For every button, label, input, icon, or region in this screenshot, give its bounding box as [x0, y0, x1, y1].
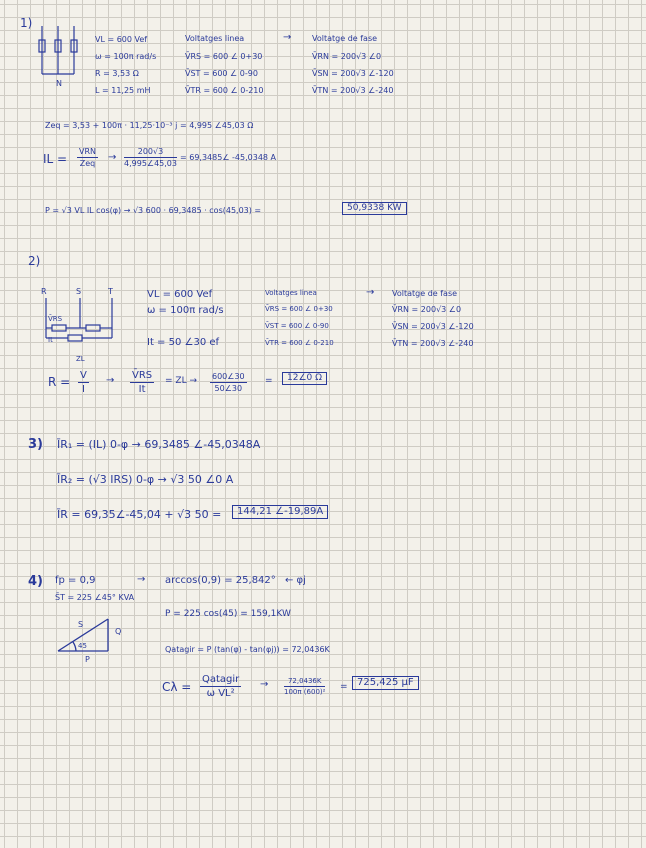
phij-label: ← φj — [285, 575, 306, 586]
line-voltage-tr-2: V̄TR = 600 ∠ 0-210 — [265, 339, 334, 347]
phase-voltages-title: Voltatge de fase — [312, 34, 378, 43]
neutral-label: N — [56, 79, 62, 88]
il-fraction-2-den: 4,995∠45,03 — [124, 159, 177, 168]
zl-label: ZL — [76, 355, 85, 363]
c-fraction-2-den: 100π (600)² — [284, 688, 326, 696]
r-fraction-2-num: V̄RS — [132, 370, 153, 381]
fp-value: fp = 0,9 — [55, 575, 96, 586]
c-result-box: 725,425 μF — [352, 676, 419, 690]
r-fraction-2-den: It — [138, 384, 146, 395]
c-fraction-2 — [284, 678, 325, 696]
il-fraction-2 — [124, 148, 177, 168]
r-fraction-3-den: 50∠30 — [214, 384, 243, 393]
line-voltage-rs: V̄RS = 600 ∠ 0+30 — [185, 52, 263, 61]
r-fraction-2 — [130, 371, 154, 395]
param-r: R = 3,53 Ω — [95, 69, 139, 78]
ir-result-box: 144,21 ∠-19,89A — [232, 505, 328, 519]
param-vl: VL = 600 Vef — [95, 35, 148, 44]
phase-voltage-rn: V̄RN = 200√3 ∠0 — [312, 52, 382, 61]
param-omega-2: ω = 100π rad/s — [147, 305, 224, 316]
c-fraction-1-num: Qatagir — [202, 674, 240, 685]
line-voltages-title: Voltatges linea — [185, 34, 245, 43]
power-result-box: 50,9338 KW — [342, 202, 407, 215]
triangle-q-label: Q — [115, 627, 122, 636]
il-result: = 69,3485∠ -45,0348 A — [180, 153, 277, 162]
section-4-number: 4) — [28, 574, 43, 589]
node-s-label: S — [76, 287, 82, 296]
il-fraction-2-num: 200√3 — [124, 148, 177, 158]
phase-voltage-sn-2: V̄SN = 200√3 ∠-120 — [392, 322, 474, 331]
param-vl-2: VL = 600 Vef — [147, 289, 213, 300]
phase-voltages-title-2: Voltatge de fase — [392, 289, 458, 298]
c-fraction-1-den: ω VL² — [206, 688, 235, 699]
c-arrow-icon: → — [260, 679, 269, 690]
param-l: L = 11,25 mH — [95, 86, 151, 95]
r-fraction-1-num: V — [80, 370, 87, 381]
arrow-icon-2: → — [366, 287, 375, 298]
vrs-label: V̄RS — [48, 315, 63, 323]
il-fraction-1 — [77, 148, 98, 168]
line-voltages-title-2: Voltatges linea — [265, 289, 317, 297]
it-equation: It = 50 ∠30 ef — [147, 337, 220, 348]
line-voltage-st: V̄ST = 600 ∠ 0-90 — [185, 69, 258, 78]
section-1-circuit-diagram — [36, 24, 86, 86]
section-2-number: 2) — [28, 254, 41, 268]
section-1-number: 1) — [20, 16, 33, 30]
il-arrow-icon: → — [108, 152, 117, 163]
line-voltage-tr: V̄TR = 600 ∠ 0-210 — [185, 86, 264, 95]
zeq-equation: Zeq = 3,53 + 100π · 11,25·10⁻³ j = 4,995 ∠45,03 Ω — [45, 121, 254, 130]
ir2-equation: ĪR₂ = (√3 IRS) 0-φ → √3 50 ∠0 A — [57, 473, 234, 486]
node-r-label: R — [41, 287, 47, 296]
c-fraction-1 — [200, 675, 241, 699]
line-voltage-st-2: V̄ST = 600 ∠ 0-90 — [265, 322, 329, 330]
arccos-equation: arccos(0,9) = 25,842° — [165, 575, 276, 586]
r-fraction-1 — [78, 371, 89, 395]
q-equation: Qatagir = P (tan(φ) - tan(φj)) = 72,0436K — [165, 645, 330, 654]
phase-voltage-tn-2: V̄TN = 200√3 ∠-240 — [392, 339, 474, 348]
triangle-p-label: P — [85, 655, 90, 664]
phase-voltage-tn: V̄TN = 200√3 ∠-240 — [312, 86, 394, 95]
ir-equation: ĪR = 69,35∠-45,04 + √3 50 = — [57, 508, 222, 521]
il-label: IL = — [43, 152, 68, 166]
triangle-s-label: S — [78, 620, 84, 629]
it-label: It — [48, 336, 53, 344]
c-label: Cλ = — [162, 680, 192, 694]
r-middle: = ZL → — [165, 376, 197, 386]
power-triangle-diagram — [56, 617, 112, 657]
st-value: S̄T = 225 ∠45° KVA — [55, 593, 135, 602]
r-fraction-1-den: I — [81, 384, 85, 395]
p-equation: P = 225 cos(45) = 159,1KW — [165, 609, 291, 619]
r-label: R = — [48, 375, 71, 389]
fp-arrow-icon: → — [137, 574, 146, 585]
r-result-box: 12∠0 Ω — [282, 372, 327, 385]
power-equation: P = √3 VL IL cos(φ) → √3 600 · 69,3485 · cos(45,03) = — [45, 206, 262, 215]
r-equals: = — [265, 376, 273, 386]
line-voltage-rs-2: V̄RS = 600 ∠ 0+30 — [265, 305, 333, 313]
triangle-angle-label: 45 — [78, 642, 87, 650]
r-fraction-3-num: 600∠30 — [212, 372, 245, 381]
il-fraction-1-den: Zeq — [79, 159, 96, 168]
section-3-number: 3) — [28, 437, 43, 452]
r-arrow-icon: → — [106, 375, 115, 386]
r-fraction-3 — [210, 373, 247, 393]
c-fraction-2-num: 72,0436K — [284, 678, 325, 687]
node-t-label: T — [108, 287, 113, 296]
ir1-equation: ĪR₁ = (IL) 0-φ → 69,3485 ∠-45,0348A — [57, 438, 261, 451]
phase-voltage-rn-2: V̄RN = 200√3 ∠0 — [392, 305, 462, 314]
arrow-icon: → — [283, 32, 292, 43]
il-fraction-1-num: VRN — [79, 147, 97, 156]
c-equals: = — [340, 682, 348, 692]
phase-voltage-sn: V̄SN = 200√3 ∠-120 — [312, 69, 394, 78]
param-omega: ω = 100π rad/s — [95, 52, 157, 61]
